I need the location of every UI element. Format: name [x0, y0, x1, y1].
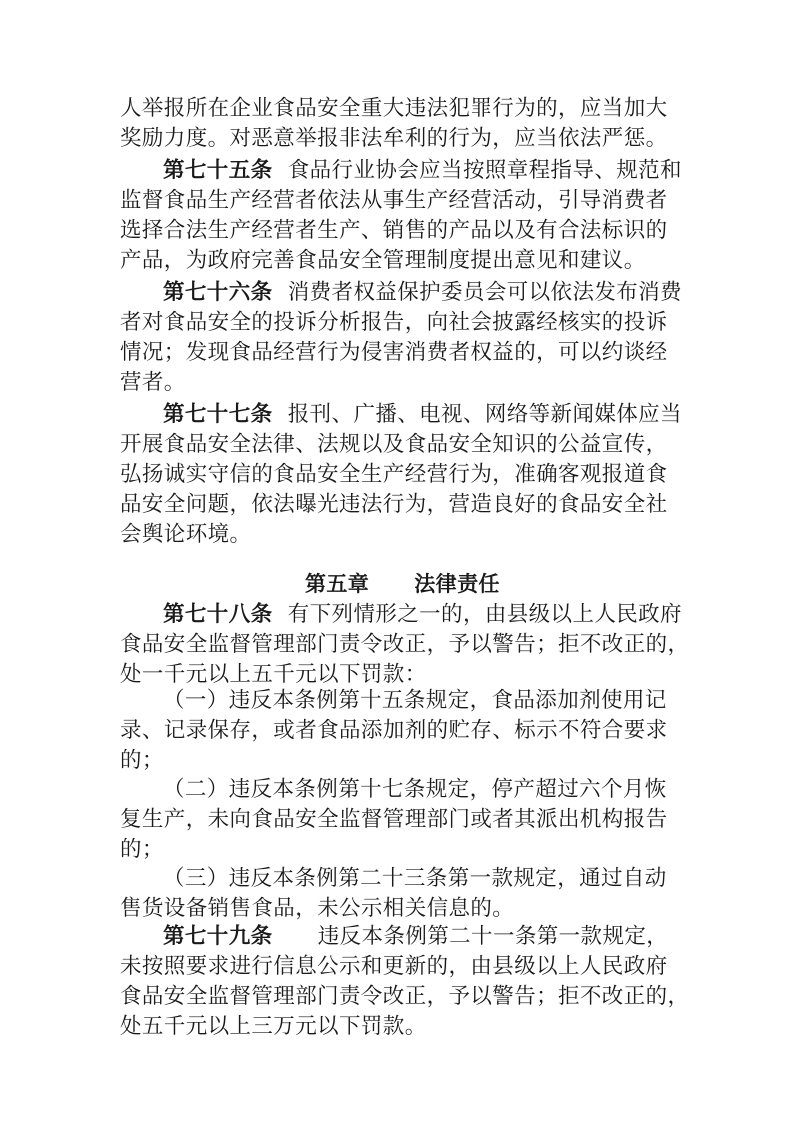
text-line: 售货设备销售食品，未公示相关信息的。 — [120, 896, 515, 921]
article-number: 第七十七条 — [163, 402, 273, 427]
text-line: 的； — [120, 748, 164, 773]
text-line: 复生产，未向食品安全监督管理部门或者其派出机构报告 — [120, 807, 668, 832]
text-line: 营者。 — [120, 370, 186, 395]
article-78 — [163, 600, 682, 630]
text-line: 食品安全监督管理部门责令改正，予以警告；拒不改正的， — [120, 632, 690, 657]
list-item: （二）违反本条例第十七条规定，停产超过六个月恢 — [163, 777, 667, 802]
text-line: 处一千元以上五千元以下罚款： — [120, 662, 427, 687]
article-77 — [163, 400, 682, 430]
text-line: 情况；发现食品经营行为侵害消费者权益的，可以约谈经 — [120, 340, 668, 365]
text-line: 弘扬诚实守信的食品安全生产经营行为，准确客观报道食 — [120, 462, 668, 487]
text-line: 产品，为政府完善食品安全管理制度提出意见和建议。 — [120, 248, 646, 273]
text-line: 选择合法生产经营者生产、销售的产品以及有合法标识的 — [120, 218, 668, 243]
chapter-title: 法律责任 — [414, 572, 500, 596]
text-line: 处五千元以上三万元以下罚款。 — [120, 1014, 427, 1039]
text-line: 开展食品安全法律、法规以及食品安全知识的公益宣传， — [120, 432, 668, 457]
text-line: 的； — [120, 837, 164, 862]
article-75 — [163, 156, 682, 186]
list-item: （三）违反本条例第二十三条第一款规定，通过自动 — [163, 866, 667, 891]
text-line: 报刊、广播、电视、网络等新闻媒体应当 — [287, 402, 682, 427]
article-number: 第七十九条 — [163, 924, 273, 949]
text-line: 食品安全监督管理部门责令改正，予以警告；拒不改正的， — [120, 984, 690, 1009]
article-number: 第七十六条 — [163, 280, 273, 305]
text-line: 监督食品生产经营者依法从事生产经营活动，引导消费者 — [120, 188, 668, 213]
text-line: 未按照要求进行信息公示和更新的，由县级以上人民政府 — [120, 954, 668, 979]
text-line: 食品行业协会应当按照章程指导、规范和 — [287, 158, 682, 183]
list-item: （一）违反本条例第十五条规定，食品添加剂使用记 — [163, 688, 667, 713]
article-number: 第七十五条 — [163, 158, 273, 183]
article-76 — [163, 278, 682, 308]
text-line: 录、记录保存，或者食品添加剂的贮存、标示不符合要求 — [120, 718, 668, 743]
text-line: 品安全问题，依法曝光违法行为，营造良好的食品安全社 — [120, 492, 668, 517]
chapter-number: 第五章 — [305, 572, 370, 596]
article-number: 第七十八条 — [163, 602, 273, 627]
text-line: 人举报所在企业食品安全重大违法犯罪行为的，应当加大 — [120, 96, 668, 121]
text-line: 奖励力度。对恶意举报非法牟利的行为，应当依法严惩。 — [120, 126, 668, 151]
text-line: 违反本条例第二十一条第一款规定， — [317, 924, 669, 949]
chapter-heading — [305, 569, 500, 599]
text-line: 有下列情形之一的，由县级以上人民政府 — [287, 602, 682, 627]
text-line: 者对食品安全的投诉分析报告，向社会披露经核实的投诉 — [120, 310, 668, 335]
article-79 — [163, 922, 668, 952]
text-line: 会舆论环境。 — [120, 522, 252, 547]
text-line: 消费者权益保护委员会可以依法发布消费 — [287, 280, 682, 305]
